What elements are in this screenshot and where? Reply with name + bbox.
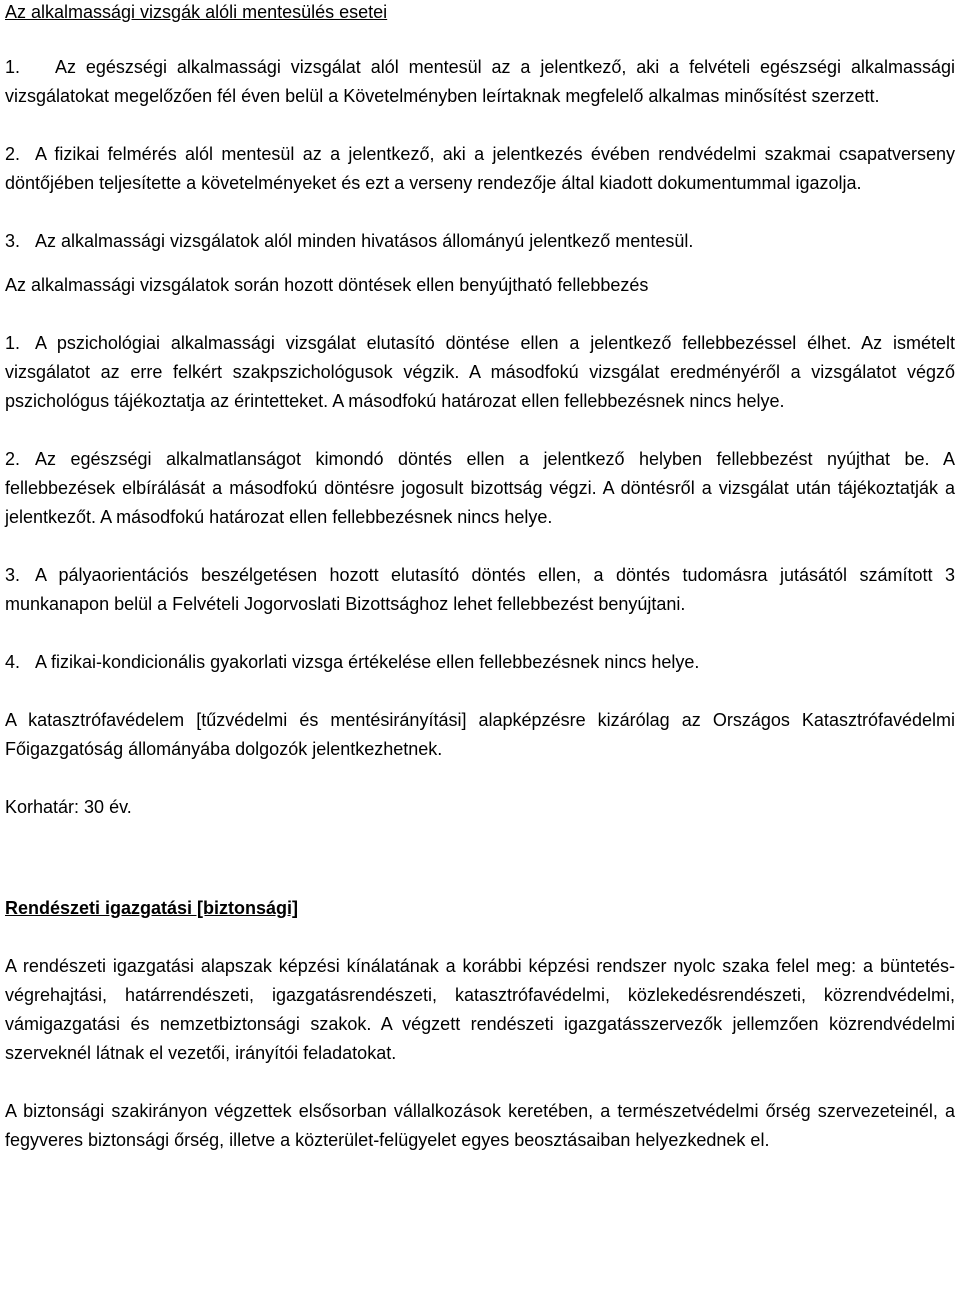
section-title-appeals: Az alkalmassági vizsgálatok során hozott döntések ellen benyújtható fellebbezés (5, 275, 649, 295)
section-title-rendeszeti: Rendészeti igazgatási [biztonsági] (5, 898, 299, 918)
item-number: 4. (5, 652, 21, 672)
exemption-item-2 (5, 140, 955, 198)
exemption-item-1 (5, 53, 955, 111)
item-text: Az egészségi alkalmassági vizsgálat alól mentesül az a jelentkező, aki a felvételi egészségi alkalmassági vizsgálatokat megelőzően fél éven belül a Követelményben leírtaknak megfelelő alkalmas minősítést szerzett. (5, 57, 955, 106)
rendeszeti-paragraph-2: A biztonsági szakirányon végzettek elsősorban vállalkozások keretében, a természetvédelmi őrség szervezeteinél, a fegyveres biztonsági őrség, illetve a közterület-felügyelet egyes beosztásaiban helyezkednek el. (5, 1101, 955, 1150)
section-title-exemptions: Az alkalmassági vizsgák alóli mentesülés esetei (5, 2, 388, 22)
item-number: 2. (5, 449, 21, 469)
item-text: A fizikai-kondicionális gyakorlati vizsga értékelése ellen fellebbezésnek nincs helye. (35, 652, 700, 672)
appeal-item-4 (5, 648, 955, 677)
item-text: Az alkalmassági vizsgálatok alól minden hivatásos állományú jelentkező mentesül. (35, 231, 694, 251)
item-number: 1. (5, 57, 21, 77)
age-limit: Korhatár: 30 év. (5, 797, 132, 817)
item-number: 1. (5, 333, 21, 353)
item-number: 3. (5, 231, 21, 251)
appeal-item-2 (5, 445, 955, 532)
item-text: A fizikai felmérés alól mentesül az a jelentkező, aki a jelentkezés évében rendvédelmi szakmai csapatverseny döntőjében teljesítette a követelményeket és ezt a verseny rendezője által kiadott dokumentummal igazolja. (5, 144, 955, 193)
katasztrofa-note: A katasztrófavédelem [tűzvédelmi és mentésirányítási] alapképzésre kizárólag az Országos Katasztrófavédelmi Főigazgatóság állományába dolgozók jelentkezhetnek. (5, 710, 955, 759)
item-text: A pszichológiai alkalmassági vizsgálat elutasító döntése ellen a jelentkező fellebbezéssel élhet. Az ismételt vizsgálatot az erre felkért szakpszichológusok végzik. A másodfokú vizsgálat eredményéről a vizsgálatot végző pszichológus tájékoztatja az érintetteket. A másodfokú határozat ellen fellebbezésnek nincs helye. (5, 333, 955, 411)
rendeszeti-paragraph-1: A rendészeti igazgatási alapszak képzési kínálatának a korábbi képzési rendszer nyolc szaka felel meg: a büntetés-végrehajtási, határrendészeti, igazgatásrendészeti, katasztrófavédelmi, közlekedésrendészeti, közrendvédelmi, vámigazgatási és nemzetbiztonsági szakok. A végzett rendészeti igazgatásszervezők jellemzően közrendvédelmi szerveknél látnak el vezetői, irányítói feladatokat. (5, 956, 955, 1063)
item-text: Az egészségi alkalmatlanságot kimondó döntés ellen a jelentkező helyben fellebbezést nyújthat be. A fellebbezések elbírálását a másodfokú döntésre jogosult bizottság végzi. A döntésről a vizsgálat után tájékoztatják a jelentkezőt. A másodfokú határozat ellen fellebbezésnek nincs helye. (5, 449, 955, 527)
document-page (5, 0, 955, 1155)
appeal-item-3 (5, 561, 955, 619)
appeal-item-1 (5, 329, 955, 416)
exemption-item-3 (5, 227, 955, 256)
item-text: A pályaorientációs beszélgetésen hozott elutasító döntés ellen, a döntés tudomásra jutásától számított 3 munkanapon belül a Felvételi Jogorvoslati Bizottsághoz lehet fellebbezést benyújtani. (5, 565, 955, 614)
item-number: 3. (5, 565, 21, 585)
item-number: 2. (5, 144, 21, 164)
